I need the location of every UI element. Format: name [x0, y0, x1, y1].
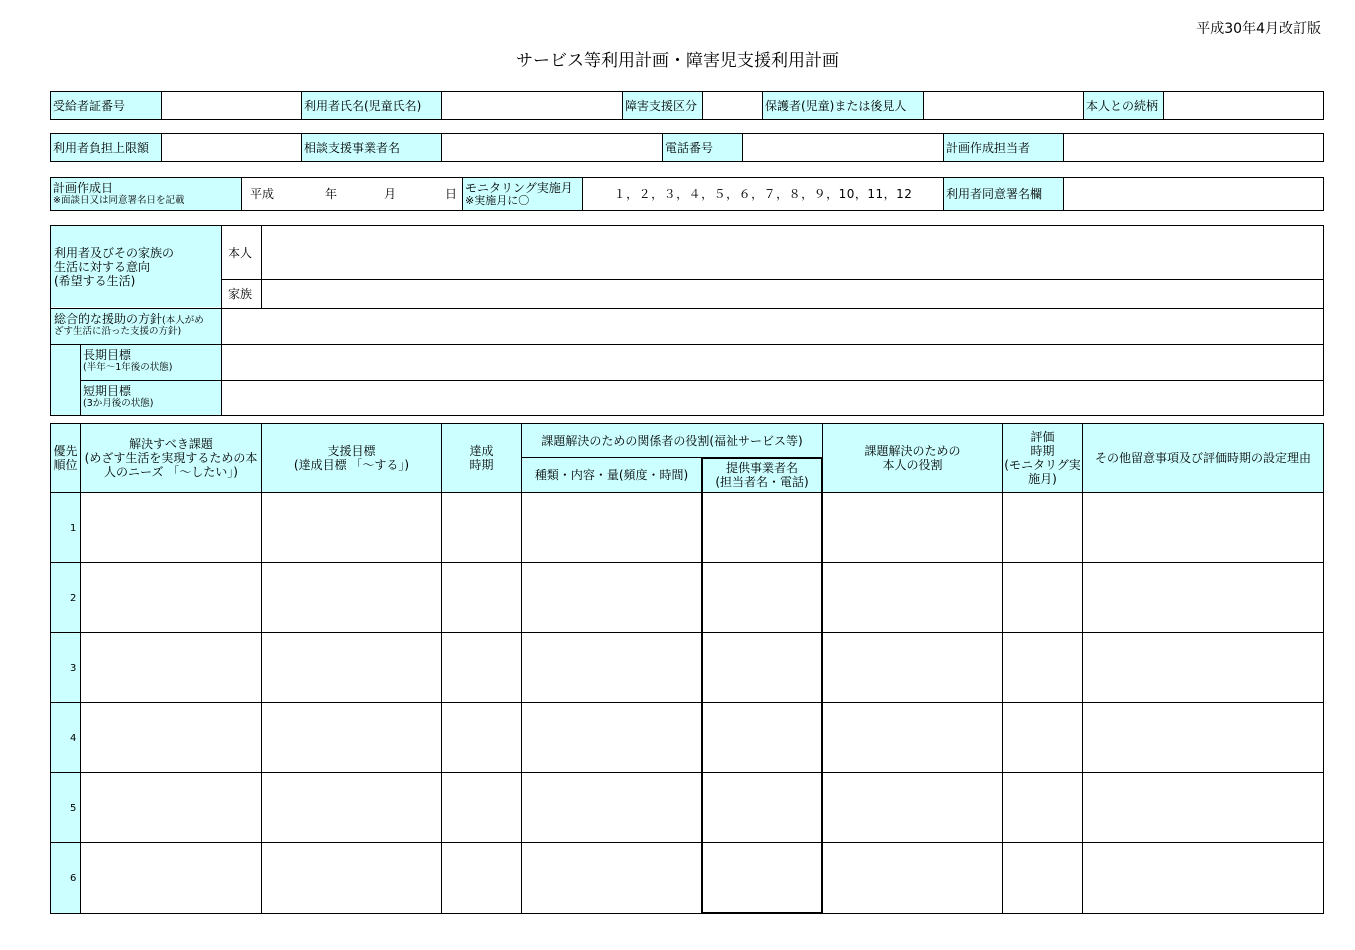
table-row[interactable]: [81, 563, 1323, 632]
short-goal-label: 短期目標 (3か月後の状態): [81, 381, 221, 415]
table-row[interactable]: [81, 703, 1323, 772]
guardian-label: 保護者(児童)または後見人: [763, 92, 923, 119]
row-number: 2: [70, 593, 77, 604]
intent-label: 利用者及びその家族の 生活に対する意向 (希望する生活): [51, 226, 221, 307]
self-intent-field[interactable]: [262, 226, 1323, 279]
policy-field[interactable]: [222, 309, 1323, 344]
relationship-label: 本人との続柄: [1084, 92, 1163, 119]
guardian-field[interactable]: [924, 92, 1083, 119]
row-number: 6: [70, 873, 77, 884]
table-row[interactable]: [81, 773, 1323, 842]
info-row-3: [50, 177, 1324, 211]
consult-office-label: 相談支援事業者名: [302, 134, 441, 161]
year-label: 年: [325, 187, 338, 201]
day-label: 日: [445, 187, 458, 201]
roles-header: 課題解決のための関係者の役割(福祉サービス等): [541, 433, 803, 448]
row-number: 1: [70, 523, 77, 534]
info-row-1: [50, 91, 1324, 120]
planner-field[interactable]: [1064, 134, 1323, 161]
goals-indent: [51, 345, 80, 415]
phone-field[interactable]: [743, 134, 943, 161]
plan-date-label: 計画作成日 ※面談日又は同意署名日を記載: [51, 178, 241, 210]
monitoring-months[interactable]: １，２，３，４，５，６，７，８，９，10，11，12: [613, 187, 913, 201]
burden-limit-label: 利用者負担上限額: [51, 134, 161, 161]
short-goal-field[interactable]: [222, 381, 1323, 415]
month-label: 月: [384, 187, 397, 201]
family-intent-field[interactable]: [262, 280, 1323, 308]
priority-header: 優先 順位: [53, 444, 78, 472]
recipient-no-label: 受給者証番号: [51, 92, 161, 119]
consent-sign-field[interactable]: [1064, 178, 1323, 210]
self-role-header: 課題解決のための 本人の役割: [864, 444, 961, 472]
eval-header: 評価 時期 (モニタリグ実 施月): [1004, 430, 1081, 486]
self-label: 本人: [228, 245, 253, 260]
plan-table: [50, 423, 1324, 914]
era-label: 平成: [250, 187, 275, 201]
row-number: 5: [70, 803, 77, 814]
page-title: サービス等利用計画・障害児支援利用計画: [516, 51, 839, 71]
priority-column: [51, 493, 80, 913]
goal-header: 支援目標 (達成目標 「～する」): [293, 444, 410, 472]
disability-class-field[interactable]: [703, 92, 762, 119]
user-name-field[interactable]: [442, 92, 622, 119]
revision-label: 平成30年4月改訂版: [1196, 21, 1321, 37]
service-type-header: 種類・内容・量(頻度・時間): [534, 468, 689, 482]
table-row[interactable]: [81, 633, 1323, 702]
phone-label: 電話番号: [663, 134, 742, 161]
info-row-2: [50, 133, 1324, 162]
achieve-header: 達成 時期: [469, 444, 494, 472]
consult-office-field[interactable]: [442, 134, 662, 161]
burden-limit-field[interactable]: [162, 134, 301, 161]
provider-header: 提供事業者名 (担当者名・電話): [715, 461, 809, 489]
family-label: 家族: [228, 287, 253, 301]
recipient-no-field[interactable]: [162, 92, 301, 119]
consent-sign-label: 利用者同意署名欄: [944, 178, 1063, 210]
table-row[interactable]: [81, 843, 1323, 913]
issue-header: 解決すべき課題 (めざす生活を実現するための本 人のニーズ 「～したい」): [84, 437, 258, 479]
long-goal-field[interactable]: [222, 345, 1323, 380]
user-name-label: 利用者氏名(児童氏名): [302, 92, 441, 119]
long-goal-label: 長期目標 (半年～1年後の状態): [81, 345, 221, 380]
plan-date-field[interactable]: [242, 178, 462, 210]
row-number: 4: [70, 733, 77, 744]
relationship-field[interactable]: [1164, 92, 1323, 119]
intent-section: [50, 225, 1324, 416]
planner-label: 計画作成担当者: [944, 134, 1063, 161]
monitoring-label: モニタリング実施月 ※実施月に〇: [463, 178, 582, 210]
table-row[interactable]: [81, 493, 1323, 562]
row-number: 3: [70, 663, 77, 674]
policy-label: 総合的な援助の方針(本人がめ ざす生活に沿った支援の方針): [51, 309, 221, 344]
other-header: その他留意事項及び評価時期の設定理由: [1094, 451, 1311, 465]
disability-class-label: 障害支援区分: [623, 92, 702, 119]
